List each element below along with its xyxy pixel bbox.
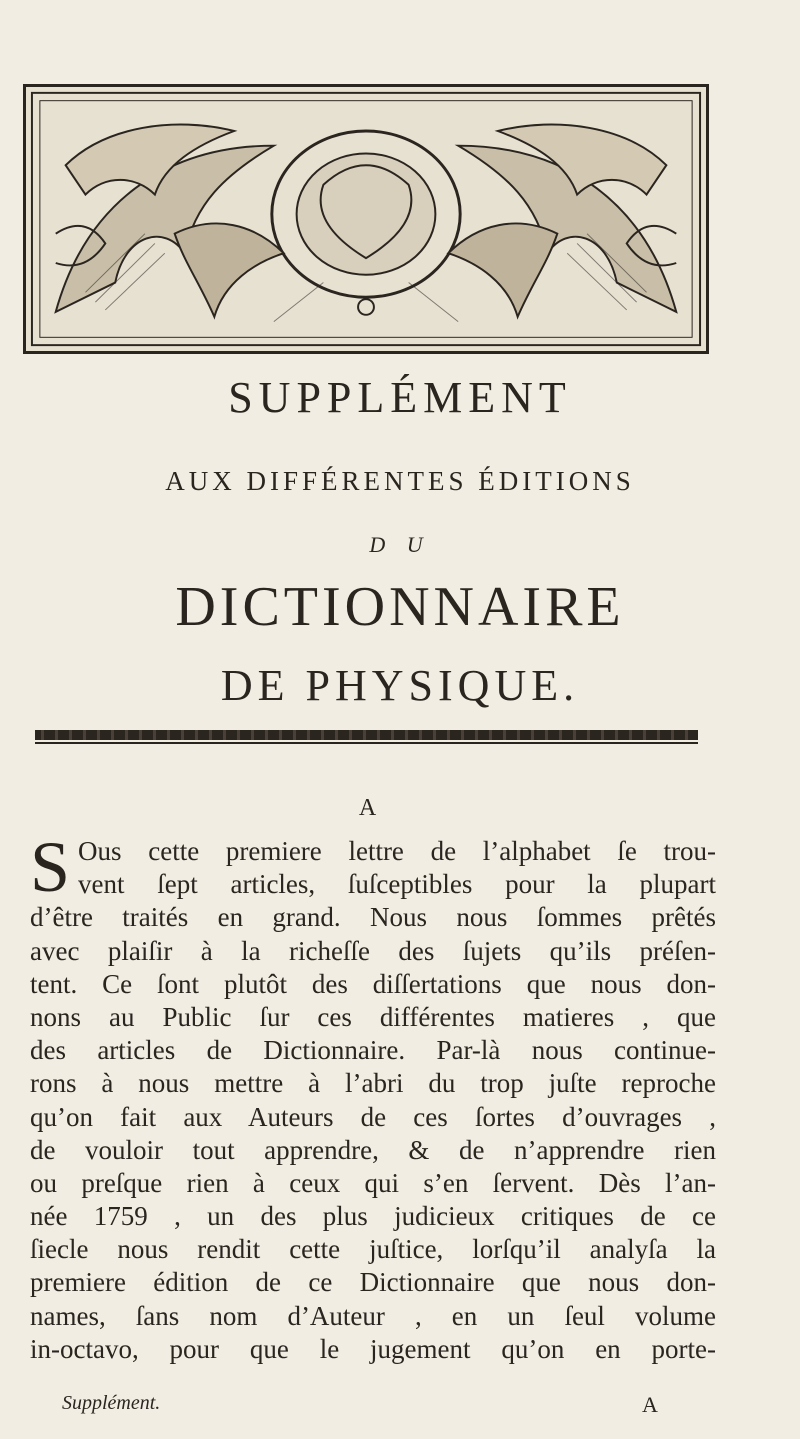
section-letter: A [358,795,377,821]
body-line: avec plaiſir à la richeſſe des ſujets qu’ils préſen- [30,935,716,966]
ornamental-rule-underline [35,742,698,744]
body-line: qu’on fait aux Auteurs de ces ſortes d’ouvrages , [30,1101,716,1132]
body-line: Ous cette premiere lettre de l’alphabet ſe trou- [78,836,716,866]
body-line: ſiecle nous rendit cette juſtice, lorſqu’il analyſa la [30,1234,716,1265]
running-title: Supplément. [62,1392,161,1414]
body-line: d’être traités en grand. Nous nous ſommes prêtés [30,902,716,933]
drop-cap: S [30,827,71,907]
body-line: tent. Ce ſont plutôt des diſſertations que nous don- [30,968,716,999]
ornamental-headpiece [23,84,709,354]
signature-mark: A [642,1392,658,1417]
body-line: vent ſept articles, ſuſceptibles pour la plupart [78,869,716,900]
body-line: ou preſque rien à ceux qui s’en ſervent. Dès l’an- [30,1167,716,1198]
body-paragraph [30,827,716,1366]
body-line: names, ſans nom d’Auteur , en un ſeul volume [30,1300,716,1331]
headpiece-ornament-icon [26,87,706,351]
physics-title: DE PHYSIQUE. [220,661,580,710]
body-line: in-octavo, pour que le jugement qu’on en porte- [30,1333,716,1364]
body-line: premiere édition de ce Dictionnaire que nous don- [30,1267,716,1298]
supplement-title: SUPPLÉMENT [228,373,572,422]
body-line: née 1759 , un des plus judicieux critiques de ce [30,1201,716,1232]
connector-du: D U [369,532,431,557]
editions-subtitle: AUX DIFFÉRENTES ÉDITIONS [165,466,635,496]
body-line: rons à nous mettre à l’abri du trop juſte reproche [30,1068,716,1099]
body-line: nons au Public ſur ces différentes matieres , que [30,1001,716,1032]
page-footer [62,1392,702,1415]
body-line: de vouloir tout apprendre, & de n’apprendre rien [30,1134,716,1165]
dictionary-title: DICTIONNAIRE [175,576,625,638]
ornamental-rule [35,730,698,740]
body-line: des articles de Dictionnaire. Par-là nous continue- [30,1035,716,1066]
